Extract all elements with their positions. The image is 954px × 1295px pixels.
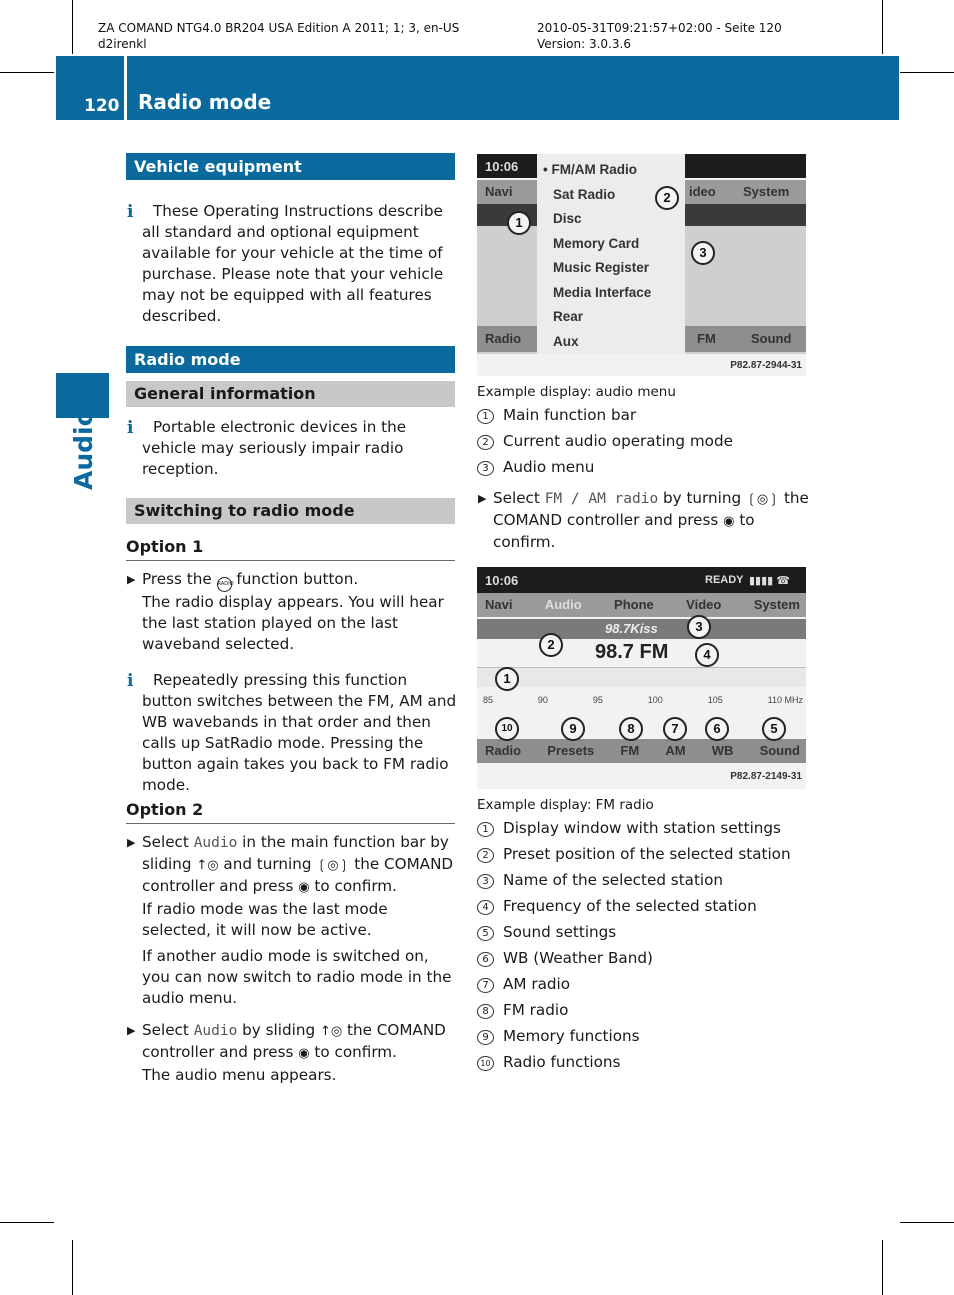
function-bar-navi: Navi (485, 184, 513, 199)
legend-number: 2 (477, 848, 494, 863)
meta-line: 2010-05-31T09:21:57+02:00 - Seite 120 (537, 21, 782, 35)
figure-code: P82.87-2944-31 (730, 360, 802, 371)
menu-item-music-register: Music Register (553, 260, 650, 275)
legend-item (477, 945, 791, 971)
scale-label: 95 (592, 695, 603, 705)
callout-9: 9 (561, 717, 585, 741)
meta-line: Version: 3.0.3.6 (537, 37, 631, 51)
screen-status: READY (705, 574, 744, 586)
legend-item (477, 971, 791, 997)
step-text: the COMAND controller and press (142, 1021, 446, 1061)
heading-radio-mode: Radio mode (126, 346, 455, 373)
bottom-wb: WB (711, 743, 734, 758)
legend-text: Preset position of the selected station (503, 845, 791, 863)
slide-controller-icon: ↑◎ (319, 1024, 343, 1039)
step-text: Select (493, 489, 540, 507)
callout-10: 10 (495, 717, 519, 741)
option1-step1 (142, 569, 458, 592)
scale-label: 105 (707, 695, 723, 705)
turn-controller-icon: ❲◎❳ (316, 858, 350, 873)
callout-8: 8 (619, 717, 643, 741)
crop-mark (72, 0, 73, 54)
legend-item (477, 402, 733, 428)
bottom-am: AM (665, 743, 686, 758)
step-text: in the main function bar by sliding (142, 833, 449, 873)
step-arrow-icon: ▶ (478, 492, 487, 505)
step-text: and turning (223, 855, 312, 873)
bottom-radio: Radio (485, 331, 522, 346)
figure-caption: Example display: audio menu (477, 384, 676, 400)
legend-fm-radio (477, 815, 791, 1075)
callout-4: 4 (695, 643, 719, 667)
tab-audio: Audio (544, 597, 582, 612)
scale-label: 85 (483, 695, 494, 705)
screen-time: 10:06 (485, 159, 519, 174)
bottom-fm: FM (620, 743, 640, 758)
figure-caption: Example display: FM radio (477, 797, 654, 813)
step-arrow-icon: ▶ (127, 1024, 136, 1037)
crop-mark (882, 1240, 883, 1295)
legend-number: 2 (477, 435, 494, 450)
legend-item (477, 997, 791, 1023)
option1-step1-result: The radio display appears. You will hear the last station played on the last waveband selected. (142, 593, 444, 653)
legend-item (477, 454, 733, 480)
option2-step2-result: The audio menu appears. (142, 1066, 337, 1084)
option2-step1 (142, 832, 458, 898)
legend-number: 6 (477, 952, 494, 967)
crop-mark (900, 1222, 954, 1223)
legend-text: Current audio operating mode (503, 432, 733, 450)
select-fm-am-step (493, 488, 809, 553)
crop-mark (0, 1222, 54, 1223)
crop-mark (0, 72, 54, 73)
menu-item-disc: Disc (553, 211, 582, 226)
option1-info: Repeatedly pressing this function button switches between the FM, AM and WB wavebands in that order and then calls up SatRadio mode. Pressing the button again takes you back to FM radio mode. (142, 671, 457, 794)
tab-video: Video (686, 597, 722, 612)
press-controller-icon: ◉ (723, 514, 735, 529)
menu-item-memory-card: Memory Card (553, 235, 640, 251)
meta-line: d2irenkl (98, 37, 147, 51)
legend-number: 8 (477, 1004, 494, 1019)
legend-number: 3 (477, 461, 494, 476)
legend-number: 3 (477, 874, 494, 889)
callout-6: 6 (705, 717, 729, 741)
frequency-display: 98.7 FM (595, 641, 669, 663)
legend-text: Audio menu (503, 458, 595, 476)
legend-text: Name of the selected station (503, 871, 724, 889)
legend-item (477, 428, 733, 454)
bottom-functions (485, 743, 800, 758)
legend-item (477, 867, 791, 893)
bottom-radio: Radio (485, 743, 522, 758)
figure-code: P82.87-2149-31 (730, 771, 802, 782)
legend-audio-menu (477, 402, 733, 480)
option-2-heading: Option 2 (126, 800, 455, 824)
radio-button-icon: RADIO (217, 577, 232, 592)
banner-divider (124, 56, 127, 120)
press-controller-icon: ◉ (298, 1046, 310, 1061)
legend-text: Memory functions (503, 1027, 640, 1045)
callout-2: 2 (655, 186, 679, 210)
function-bar-tabs (485, 597, 800, 612)
chapter-label: Audio (69, 409, 98, 490)
legend-text: Display window with station settings (503, 819, 781, 837)
menu-item-code: Audio (193, 1023, 238, 1039)
option2-step1-result2: If another audio mode is switched on, you can now switch to radio mode in the audio menu. (142, 947, 452, 1007)
step-arrow-icon: ▶ (127, 573, 136, 586)
bottom-sound: Sound (751, 331, 792, 346)
crop-mark (72, 1240, 73, 1295)
legend-number: 1 (477, 822, 494, 837)
tab-phone: Phone (614, 597, 654, 612)
step-text: to confirm. (314, 1043, 397, 1061)
tuning-scale (477, 667, 806, 687)
crop-mark (900, 72, 954, 73)
option2-step2 (142, 1020, 458, 1064)
page-number: 120 (84, 96, 120, 116)
legend-text: AM radio (503, 975, 571, 993)
page-title: Radio mode (138, 90, 272, 114)
callout-3: 3 (687, 615, 711, 639)
legend-item (477, 919, 791, 945)
step-text: by sliding (242, 1021, 316, 1039)
step-text: function button. (236, 570, 359, 588)
option-1-heading: Option 1 (126, 537, 455, 561)
callout-1: 1 (507, 211, 531, 235)
scale-label: 90 (537, 695, 548, 705)
step-text: Select (142, 1021, 189, 1039)
print-meta-left (98, 20, 459, 52)
legend-number: 10 (477, 1056, 494, 1071)
legend-text: Frequency of the selected station (503, 897, 757, 915)
step-text: Select (142, 833, 189, 851)
legend-item (477, 1049, 791, 1075)
legend-item (477, 1023, 791, 1049)
bottom-sound: Sound (759, 743, 800, 758)
print-meta-right (537, 20, 782, 52)
callout-3: 3 (691, 241, 715, 265)
menu-item-media-interface: Media Interface (553, 284, 652, 300)
step-text: by turning (663, 489, 742, 507)
turn-controller-icon: ❲◎❳ (745, 492, 780, 507)
general-information-text: Portable electronic devices in the vehicle may seriously impair radio reception. (142, 418, 407, 478)
info-icon: i (127, 418, 134, 438)
menu-item-aux: Aux (553, 333, 579, 349)
heading-vehicle-equipment: Vehicle equipment (126, 153, 455, 180)
heading-general-information: General information (126, 381, 455, 407)
bottom-fm: FM (697, 331, 716, 346)
callout-2: 2 (539, 633, 563, 657)
step-text: the COMAND controller and press (142, 855, 454, 895)
screen-time: 10:06 (485, 573, 519, 588)
signal-icon: ▮▮▮▮ ☎ (749, 575, 790, 587)
slide-controller-icon: ↑◎ (196, 858, 219, 873)
audio-menu-screenshot (477, 154, 806, 376)
legend-text: WB (Weather Band) (503, 949, 653, 967)
menu-item-sat-radio: Sat Radio (553, 186, 616, 202)
fm-radio-screenshot (477, 567, 806, 789)
tab-navi: Navi (485, 597, 513, 612)
legend-number: 4 (477, 900, 494, 915)
menu-item-fm-am: • FM/AM Radio (543, 162, 637, 177)
scale-label: 110 MHz (767, 695, 803, 705)
tab-system: System (753, 597, 800, 612)
step-text: to confirm. (314, 877, 397, 895)
callout-7: 7 (663, 717, 687, 741)
menu-item-rear: Rear (553, 309, 584, 324)
crop-mark (882, 0, 883, 54)
step-arrow-icon: ▶ (127, 836, 136, 849)
info-icon: i (127, 671, 134, 691)
press-controller-icon: ◉ (298, 880, 310, 895)
legend-number: 1 (477, 409, 494, 424)
legend-item (477, 841, 791, 867)
heading-switching-to-radio: Switching to radio mode (126, 498, 455, 524)
legend-item (477, 893, 791, 919)
scale-label: 100 (647, 695, 663, 705)
legend-number: 7 (477, 978, 494, 993)
legend-text: Radio functions (503, 1053, 621, 1071)
legend-number: 5 (477, 926, 494, 941)
legend-number: 9 (477, 1030, 494, 1045)
bottom-presets: Presets (547, 743, 595, 758)
function-bar-video: ideo (689, 184, 716, 199)
function-bar-system: System (743, 184, 790, 199)
step-text: the COMAND controller and press (493, 489, 809, 529)
option2-step1-result1: If radio mode was the last mode selected, it will now be active. (142, 900, 388, 939)
menu-item-code: Audio (193, 835, 238, 851)
meta-line: ZA COMAND NTG4.0 BR204 USA Edition A 2011; 1; 3, en-US (98, 21, 460, 35)
legend-item (477, 815, 791, 841)
step-text: Press the (142, 570, 212, 588)
scale-labels (483, 695, 803, 705)
legend-text: Main function bar (503, 406, 637, 424)
station-name: 98.7Kiss (605, 621, 658, 636)
audio-menu-list (543, 158, 651, 354)
callout-1: 1 (495, 667, 519, 691)
legend-text: FM radio (503, 1001, 569, 1019)
step-text: to confirm. (493, 511, 755, 551)
vehicle-equipment-text: These Operating Instructions describe all standard and optional equipment available for your vehicle at the time of purchase. Please note that your vehicle may not be equipped with all features described. (142, 202, 444, 325)
menu-item-code: FM / AM radio (544, 491, 659, 507)
info-icon: i (127, 202, 134, 222)
callout-5: 5 (762, 717, 786, 741)
legend-text: Sound settings (503, 923, 617, 941)
